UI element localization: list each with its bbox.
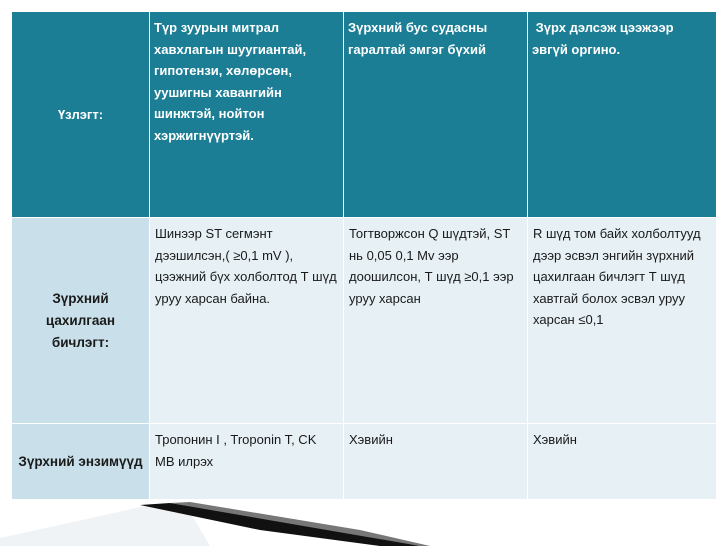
cell-enzymes-col2: Хэвийн [344,424,528,500]
row-header-examination-label: Үзлэгт: [57,106,104,122]
cell-examination-col1: Түр зуурын митрал хавхлагын шуугиантай, гипотензи, хөлөрсөн, уушигны хавангийн шинжтэй, нойтон хэржигнүүртэй. [150,12,344,218]
row-header-ecg-label: Зүрхний цахилгаан бичлэгт: [45,290,116,350]
cell-examination-col3: Зүрх дэлсэж цээжээр эвгүй оргино. [528,12,716,218]
cell-enzymes-col3: Хэвийн [528,424,716,500]
cell-ecg-col1: Шинээр ST сегмэнт дээшилсэн,( ≥0,1 mV ), цээжний бүх холболтод Т шүд уруу харсан байна. [150,218,344,424]
cell-ecg-col3: R шүд том байх холболтууд дээр эсвэл энгийн зүрхний цахилгаан бичлэгт Т шүд хавтгай болох эсвэл уруу харсан ≤0,1 [528,218,716,424]
cell-ecg-col2: Тогтворжсон Q шүдтэй, ST нь 0,05 0,1 Mv ээр доошилсон, Т шүд ≥0,1 ээр уруу харсан [344,218,528,424]
row-header-enzymes-label: Зүрхний энзимүүд [18,453,143,469]
decoration-gray-stripe [170,502,430,546]
cell-examination-col2: Зүрхний бус судасны гаралтай эмгэг бүхий [344,12,528,218]
cell-enzymes-col1: Тропонин I , Troponin T, CK MB илрэх [150,424,344,500]
